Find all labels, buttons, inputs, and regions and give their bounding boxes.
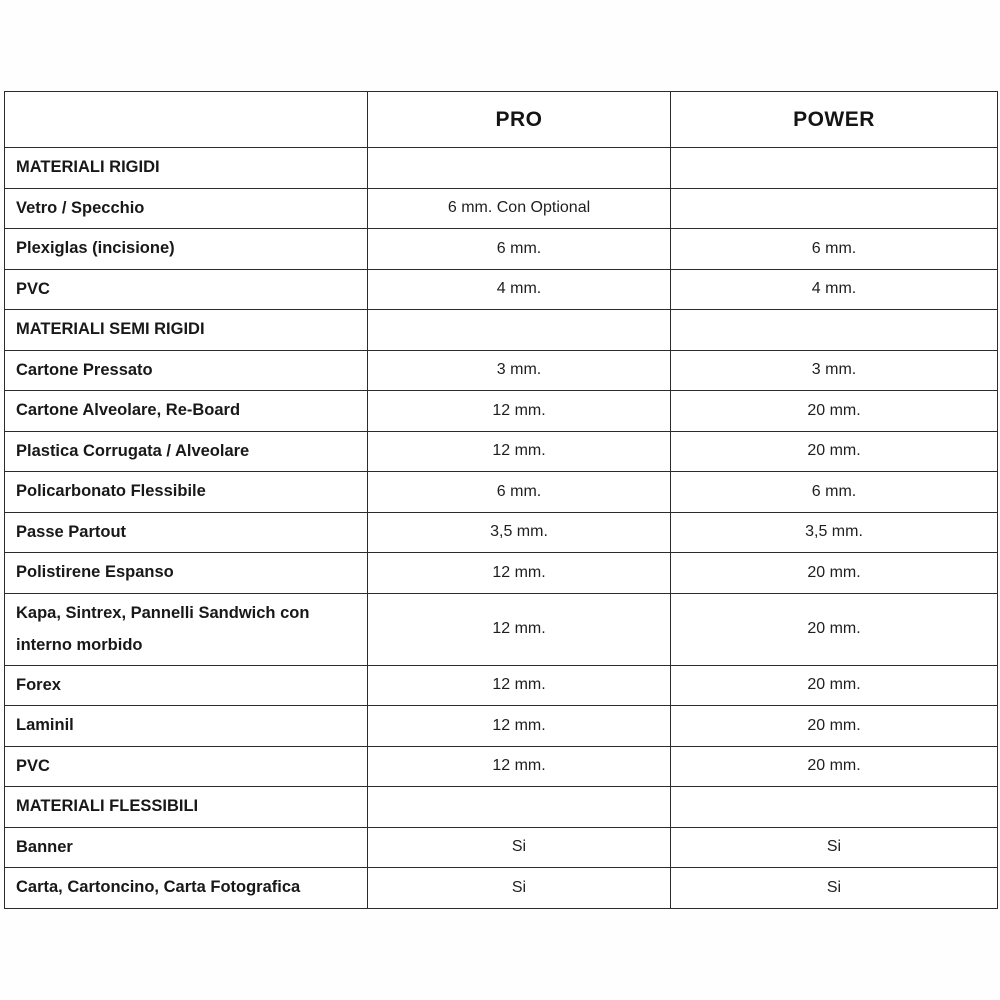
- power-value: 20 mm.: [671, 431, 998, 472]
- table-row: [5, 553, 998, 594]
- table-row: [5, 868, 998, 909]
- power-value: 4 mm.: [671, 269, 998, 310]
- power-value: Si: [671, 827, 998, 868]
- power-value: 20 mm.: [671, 593, 998, 665]
- pro-value: 12 mm.: [368, 553, 671, 594]
- material-label: Cartone Alveolare, Re-Board: [5, 391, 368, 432]
- section-label: MATERIALI RIGIDI: [5, 148, 368, 189]
- pro-value: 12 mm.: [368, 431, 671, 472]
- material-label: Polistirene Espanso: [5, 553, 368, 594]
- material-label: PVC: [5, 746, 368, 787]
- pro-value: 6 mm.: [368, 472, 671, 513]
- power-value: 3,5 mm.: [671, 512, 998, 553]
- table-row: [5, 512, 998, 553]
- power-value: 20 mm.: [671, 391, 998, 432]
- material-label: PVC: [5, 269, 368, 310]
- section-label: MATERIALI SEMI RIGIDI: [5, 310, 368, 351]
- material-label: Policarbonato Flessibile: [5, 472, 368, 513]
- section-label: MATERIALI FLESSIBILI: [5, 787, 368, 828]
- table-row: [5, 188, 998, 229]
- power-value: 20 mm.: [671, 746, 998, 787]
- power-value: 20 mm.: [671, 706, 998, 747]
- table-row: [5, 391, 998, 432]
- materials-comparison-table: [4, 91, 998, 909]
- power-value: [671, 787, 998, 828]
- table-row: [5, 665, 998, 706]
- material-label: Vetro / Specchio: [5, 188, 368, 229]
- power-value: 3 mm.: [671, 350, 998, 391]
- pro-value: 12 mm.: [368, 391, 671, 432]
- power-value: [671, 310, 998, 351]
- pro-value: [368, 148, 671, 189]
- column-header-pro: PRO: [368, 92, 671, 148]
- pro-value: 4 mm.: [368, 269, 671, 310]
- pro-value: 12 mm.: [368, 746, 671, 787]
- table-row: [5, 472, 998, 513]
- corner-cell: [5, 92, 368, 148]
- power-value: 6 mm.: [671, 472, 998, 513]
- table-row: [5, 593, 998, 665]
- pro-value: 12 mm.: [368, 665, 671, 706]
- pro-value: 12 mm.: [368, 593, 671, 665]
- power-value: 20 mm.: [671, 553, 998, 594]
- pro-value: Si: [368, 868, 671, 909]
- material-label: Passe Partout: [5, 512, 368, 553]
- pro-value: [368, 310, 671, 351]
- header-row: [5, 92, 998, 148]
- material-label: Kapa, Sintrex, Pannelli Sandwich con interno morbido: [5, 593, 368, 665]
- pro-value: [368, 787, 671, 828]
- material-label: Carta, Cartoncino, Carta Fotografica: [5, 868, 368, 909]
- material-label: Plexiglas (incisione): [5, 229, 368, 270]
- material-label: Banner: [5, 827, 368, 868]
- table-row: [5, 269, 998, 310]
- material-label: Cartone Pressato: [5, 350, 368, 391]
- power-value: [671, 188, 998, 229]
- power-value: 20 mm.: [671, 665, 998, 706]
- pro-value: 6 mm. Con Optional: [368, 188, 671, 229]
- material-label: Forex: [5, 665, 368, 706]
- table-body: [5, 148, 998, 909]
- table-row: [5, 827, 998, 868]
- table-row: [5, 350, 998, 391]
- column-header-power: POWER: [671, 92, 998, 148]
- power-value: [671, 148, 998, 189]
- table-row: [5, 746, 998, 787]
- pro-value: Si: [368, 827, 671, 868]
- pro-value: 6 mm.: [368, 229, 671, 270]
- table-row: [5, 706, 998, 747]
- pro-value: 12 mm.: [368, 706, 671, 747]
- pro-value: 3,5 mm.: [368, 512, 671, 553]
- section-row: [5, 310, 998, 351]
- material-label: Laminil: [5, 706, 368, 747]
- section-row: [5, 787, 998, 828]
- table-row: [5, 431, 998, 472]
- section-row: [5, 148, 998, 189]
- power-value: 6 mm.: [671, 229, 998, 270]
- table-row: [5, 229, 998, 270]
- power-value: Si: [671, 868, 998, 909]
- material-label: Plastica Corrugata / Alveolare: [5, 431, 368, 472]
- pro-value: 3 mm.: [368, 350, 671, 391]
